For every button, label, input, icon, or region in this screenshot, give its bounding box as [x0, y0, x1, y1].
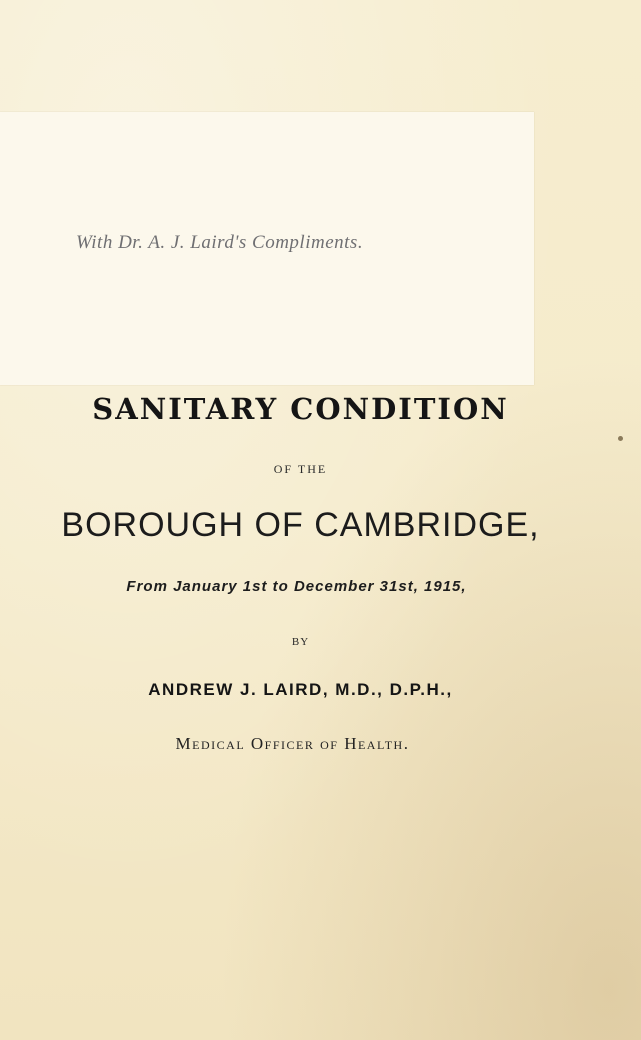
paper-speck	[618, 436, 623, 441]
author-name: ANDREW J. LAIRD, M.D., D.P.H.,	[148, 680, 453, 699]
report-period: From January 1st to December 31st, 1915,	[126, 578, 467, 595]
compliments-text: With Dr. A. J. Laird's Compliments.	[76, 232, 364, 253]
report-title-line-2: BOROUGH OF CAMBRIDGE,	[61, 506, 540, 544]
author-office: Medical Officer of Health.	[175, 734, 410, 753]
compliments-slip	[0, 112, 534, 385]
report-title-line-1: SANITARY CONDITION	[92, 392, 509, 426]
title-connector: OF THE	[273, 462, 328, 476]
by-label: BY	[291, 636, 310, 648]
